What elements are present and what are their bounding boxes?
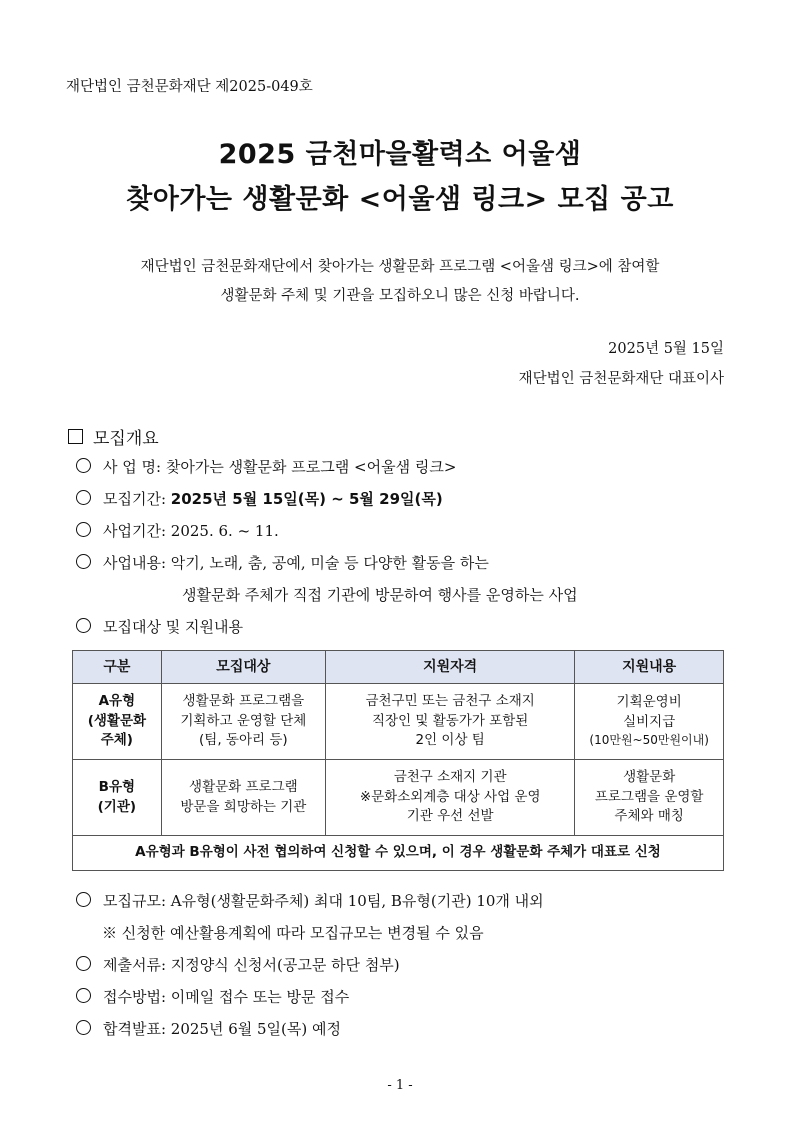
- cell-line: 주체): [100, 732, 133, 749]
- page-title-line1: 2025 금천마을활력소 어울샘: [218, 139, 582, 170]
- cell-line: 방문을 희망하는 기관: [180, 798, 307, 815]
- circle-bullet-icon: [76, 490, 91, 505]
- document-number: 재단법인 금천문화재단 제2025-049호: [66, 79, 313, 95]
- item-label: 사업내용:: [103, 554, 167, 572]
- cell-line: ※문화소외계층 대상 사업 운영: [359, 788, 541, 805]
- table-header: 구분: [73, 651, 162, 684]
- table-cell-type: [73, 760, 162, 836]
- table-cell-qualification: [325, 684, 574, 760]
- table-header-row: [73, 651, 724, 684]
- item-business-content-cont: 생활문화 주체가 직접 기관에 방문하여 행사를 운영하는 사업: [182, 586, 578, 604]
- issuer: 재단법인 금천문화재단 대표이사: [518, 371, 724, 387]
- table-cell-type: [73, 684, 162, 760]
- cell-line: 금천구민 또는 금천구 소재지: [365, 693, 535, 710]
- circle-bullet-icon: [76, 1020, 91, 1035]
- circle-bullet-icon: [76, 988, 91, 1003]
- page-title-line2: 찾아가는 생활문화 <어울샘 링크> 모집 공고: [126, 184, 674, 215]
- item-label: 사업기간:: [103, 522, 167, 540]
- item-value: 찾아가는 생활문화 프로그램 <어울샘 링크>: [165, 458, 457, 476]
- item-announce: [76, 1018, 341, 1039]
- item-recruit-period: [76, 488, 443, 509]
- cell-line: 생활문화 프로그램을: [182, 693, 305, 710]
- item-documents: [76, 954, 400, 975]
- intro-text-line2: 생활문화 주체 및 기관을 모집하오니 많은 신청 바랍니다.: [220, 288, 580, 304]
- cell-line: 기획하고 운영할 단체: [180, 712, 307, 729]
- circle-bullet-icon: [76, 458, 91, 473]
- table-row: [73, 684, 724, 760]
- section-title: 모집개요: [93, 429, 159, 449]
- section-heading: [68, 424, 159, 449]
- item-business-content: [76, 552, 489, 573]
- cell-line: (팀, 동아리 등): [199, 732, 288, 749]
- item-text: 제출서류: 지정양식 신청서(공고문 하단 첨부): [103, 956, 400, 974]
- table-header: 지원자격: [325, 651, 574, 684]
- table-row: [73, 760, 724, 836]
- recruit-table: [72, 650, 724, 871]
- cell-line: 2인 이상 팀: [415, 732, 485, 749]
- cell-line: 주체와 매칭: [614, 808, 684, 825]
- table-header: 지원내용: [575, 651, 724, 684]
- item-business-period: [76, 520, 279, 541]
- issue-date: 2025년 5월 15일: [608, 341, 724, 357]
- circle-bullet-icon: [76, 956, 91, 971]
- item-scale-note: ※ 신청한 예산활용계획에 따라 모집규모는 변경될 수 있음: [102, 924, 484, 942]
- table-footer-note: A유형과 B유형이 사전 협의하여 신청할 수 있으며, 이 경우 생활문화 주체가 대표로 신청: [73, 836, 724, 871]
- item-value: 악기, 노래, 춤, 공예, 미술 등 다양한 활동을 하는: [170, 554, 489, 572]
- cell-line: (기관): [97, 798, 137, 815]
- table-header: 모집대상: [161, 651, 325, 684]
- cell-line: (10만원~50만원이내): [589, 733, 709, 748]
- table-cell-qualification: [325, 760, 574, 836]
- item-scale: [76, 890, 544, 911]
- cell-line: 생활문화 프로그램: [189, 778, 298, 795]
- circle-bullet-icon: [76, 554, 91, 569]
- page-number: - 1 -: [387, 1078, 413, 1093]
- cell-line: 직장인 및 활동가가 포함된: [371, 712, 529, 729]
- circle-bullet-icon: [76, 892, 91, 907]
- item-target: [76, 616, 243, 637]
- table-cell-support: [575, 760, 724, 836]
- item-method: [76, 986, 349, 1007]
- item-label: 사 업 명:: [103, 458, 162, 476]
- cell-line: B유형: [98, 778, 136, 795]
- cell-line: 금천구 소재지 기관: [393, 769, 507, 786]
- cell-line: 프로그램을 운영할: [594, 788, 704, 805]
- cell-line: (생활문화: [87, 712, 147, 729]
- item-text: 합격발표: 2025년 6월 5일(목) 예정: [103, 1020, 341, 1038]
- table-cell-target: [161, 684, 325, 760]
- cell-line: 기관 우선 선발: [406, 808, 494, 825]
- table-cell-target: [161, 760, 325, 836]
- square-bullet-icon: [68, 429, 83, 444]
- item-value: 2025년 5월 15일(목) ~ 5월 29일(목): [170, 490, 443, 508]
- cell-line: 기획운영비: [616, 694, 682, 711]
- circle-bullet-icon: [76, 522, 91, 537]
- cell-line: 생활문화: [623, 769, 676, 786]
- item-text: 접수방법: 이메일 접수 또는 방문 접수: [103, 988, 350, 1006]
- cell-line: A유형: [98, 693, 136, 710]
- table-cell-support: [575, 684, 724, 760]
- cell-line: 실비지급: [623, 713, 676, 730]
- item-label: 모집대상 및 지원내용: [103, 618, 243, 636]
- item-text: 모집규모: A유형(생활문화주체) 최대 10팀, B유형(기관) 10개 내외: [103, 892, 544, 910]
- table-footer-row: [73, 836, 724, 871]
- item-value: 2025. 6. ~ 11.: [170, 522, 279, 540]
- item-business-name: [76, 456, 456, 477]
- intro-text-line1: 재단법인 금천문화재단에서 찾아가는 생활문화 프로그램 <어울샘 링크>에 참여할: [140, 259, 660, 275]
- item-label: 모집기간:: [103, 490, 167, 508]
- circle-bullet-icon: [76, 618, 91, 633]
